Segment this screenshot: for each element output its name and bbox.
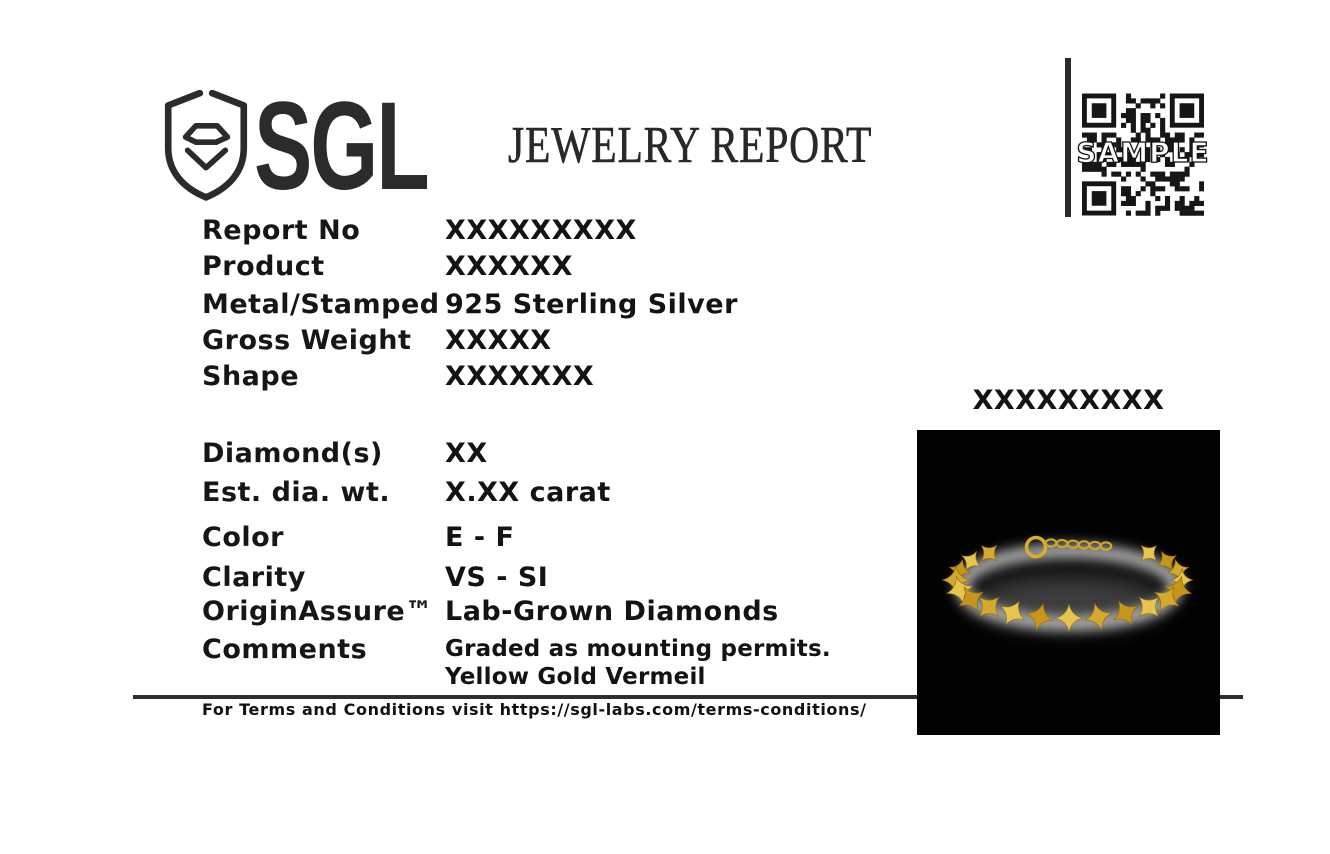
field-row-metal-stamped	[202, 290, 738, 320]
jewelry-photo	[917, 430, 1220, 735]
field-label: Gross Weight	[202, 325, 412, 356]
field-label: Report No	[202, 215, 361, 246]
field-label: OriginAssure™	[202, 596, 433, 627]
field-label: Diamond(s)	[202, 438, 383, 469]
field-value: E - F	[445, 522, 515, 553]
field-row-clarity	[202, 563, 548, 593]
field-value: Lab-Grown Diamonds	[445, 596, 779, 627]
gold-bracelet-image	[917, 430, 1220, 735]
field-value: XXXXXXX	[445, 361, 595, 392]
field-label: Metal/Stamped	[202, 289, 440, 320]
field-label: Clarity	[202, 562, 306, 593]
field-row-gross-weight	[202, 326, 552, 356]
field-row-est-dia-wt	[202, 478, 611, 508]
field-row-product	[202, 252, 573, 282]
field-value: XX	[445, 438, 488, 469]
field-label: Comments	[202, 634, 368, 665]
field-value: VS - SI	[445, 562, 549, 593]
field-value: XXXXXXXXX	[445, 215, 637, 246]
field-label: Product	[202, 251, 325, 282]
sgl-logo-text: SGL	[254, 77, 428, 216]
comments-line-2: Yellow Gold Vermeil	[445, 664, 706, 690]
field-value: XXXXX	[445, 325, 552, 356]
field-row-report-no	[202, 216, 637, 246]
terms-and-conditions-text: For Terms and Conditions visit https://sgl-labs.com/terms-conditions/	[202, 700, 867, 719]
sample-watermark: SAMPLE	[1076, 136, 1210, 169]
field-value: X.XX carat	[445, 477, 611, 508]
sgl-shield-diamond-icon	[158, 86, 254, 202]
page-title: JEWELRY REPORT	[508, 117, 873, 174]
comments-line-1: Graded as mounting permits.	[445, 636, 831, 662]
field-row-shape	[202, 362, 594, 392]
field-row-comments	[202, 635, 831, 691]
field-row-originassure	[202, 597, 779, 627]
field-label: Est. dia. wt.	[202, 477, 391, 508]
photo-caption: XXXXXXXXX	[972, 385, 1165, 416]
field-value: XXXXXX	[445, 251, 573, 282]
field-row-color	[202, 523, 514, 553]
field-label: Shape	[202, 361, 300, 392]
field-row-diamonds	[202, 439, 488, 469]
field-label: Color	[202, 522, 284, 553]
field-value	[445, 635, 831, 691]
field-value: 925 Sterling Silver	[445, 289, 738, 320]
